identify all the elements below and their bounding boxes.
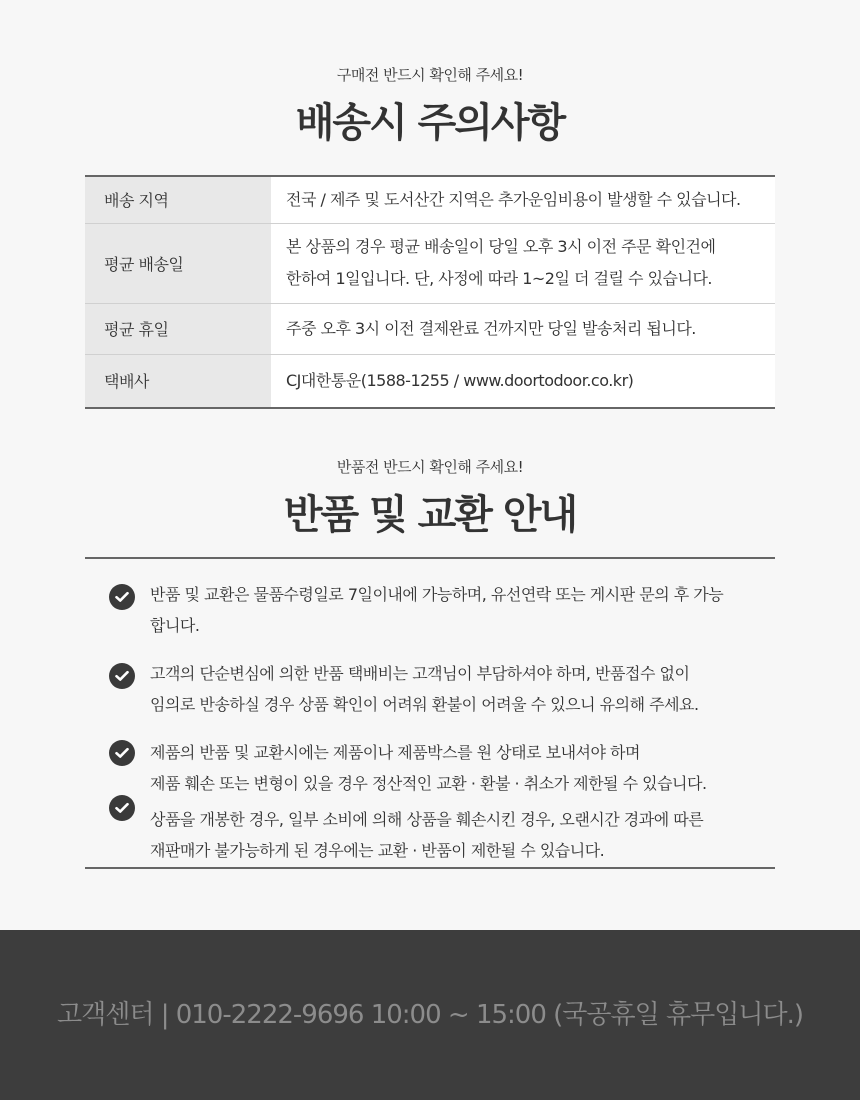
shipping-title: 배송시 주의사항 xyxy=(295,100,565,146)
value-line: 한하여 1일입니다. 단, 사정에 따라 1~2일 더 걸릴 수 있습니다. xyxy=(286,269,713,288)
check-circle-icon xyxy=(109,740,135,766)
list-item xyxy=(109,804,769,866)
notice-text xyxy=(150,579,769,641)
row-label-shipping-area: 배송 지역 xyxy=(85,176,271,223)
shipping-header xyxy=(0,64,860,148)
table-row xyxy=(85,303,775,354)
notice-text xyxy=(150,804,769,866)
value-line: CJ대한통운(1588-1255 / www.doortodoor.co.kr) xyxy=(286,370,634,390)
returns-subtitle: 반품전 반드시 확인해 주세요! xyxy=(336,458,524,476)
list-item xyxy=(109,737,769,799)
notice-line: 제품의 반품 및 교환시에는 제품이나 제품박스를 원 상태로 보내셔야 하며 xyxy=(150,743,640,762)
list-item xyxy=(109,658,769,720)
returns-header xyxy=(0,456,860,540)
row-value-avg-holiday xyxy=(271,303,775,354)
notice-text xyxy=(150,658,769,720)
check-circle-icon xyxy=(109,584,135,610)
shipping-subtitle: 구매전 반드시 확인해 주세요! xyxy=(336,66,524,84)
row-value-shipping-area xyxy=(271,176,775,223)
customer-center-footer xyxy=(0,930,860,1100)
row-label-avg-shipping-days: 평균 배송일 xyxy=(85,223,271,303)
value-line: 주중 오후 3시 이전 결제완료 건까지만 당일 발송처리 됩니다. xyxy=(286,318,696,338)
table-row xyxy=(85,223,775,303)
notice-line: 반품 및 교환은 물품수령일로 7일이내에 가능하며, 유선연락 또는 게시판 문의 후 가능 xyxy=(150,585,724,604)
notice-line: 상품을 개봉한 경우, 일부 소비에 의해 상품을 훼손시킨 경우, 오랜시간 경과에 따른 xyxy=(150,810,704,829)
notice-line: 재판매가 불가능하게 된 경우에는 교환 · 반품이 제한될 수 있습니다. xyxy=(150,841,605,860)
notice-line: 합니다. xyxy=(150,616,200,635)
row-value-courier xyxy=(271,354,775,408)
row-value-avg-shipping-days xyxy=(271,223,775,303)
notice-text xyxy=(150,737,769,799)
notice-line: 임의로 반송하실 경우 상품 확인이 어려워 환불이 어려울 수 있으니 유의해 주세요. xyxy=(150,695,699,714)
value-line: 전국 / 제주 및 도서산간 지역은 추가운임비용이 발생할 수 있습니다. xyxy=(286,189,741,209)
notice-line: 고객의 단순변심에 의한 반품 택배비는 고객님이 부담하셔야 하며, 반품접수 없이 xyxy=(150,664,690,683)
table-row xyxy=(85,176,775,223)
row-label-courier: 택배사 xyxy=(85,354,271,408)
returns-notice-list xyxy=(85,557,775,869)
value-line: 본 상품의 경우 평균 배송일이 당일 오후 3시 이전 주문 확인건에 xyxy=(286,237,716,256)
check-circle-icon xyxy=(109,795,135,821)
table-row xyxy=(85,354,775,408)
row-label-avg-holiday: 평균 휴일 xyxy=(85,303,271,354)
customer-center-text: 고객센터 | 010-2222-9696 10:00 ~ 15:00 (국공휴일 휴무입니다.) xyxy=(56,1000,804,1030)
returns-title: 반품 및 교환 안내 xyxy=(283,492,577,538)
notice-line: 제품 훼손 또는 변형이 있을 경우 정산적인 교환 · 환불 · 취소가 제한될 수 있습니다. xyxy=(150,774,707,793)
check-circle-icon xyxy=(109,663,135,689)
shipping-info-table xyxy=(85,175,775,409)
list-item xyxy=(109,579,769,641)
